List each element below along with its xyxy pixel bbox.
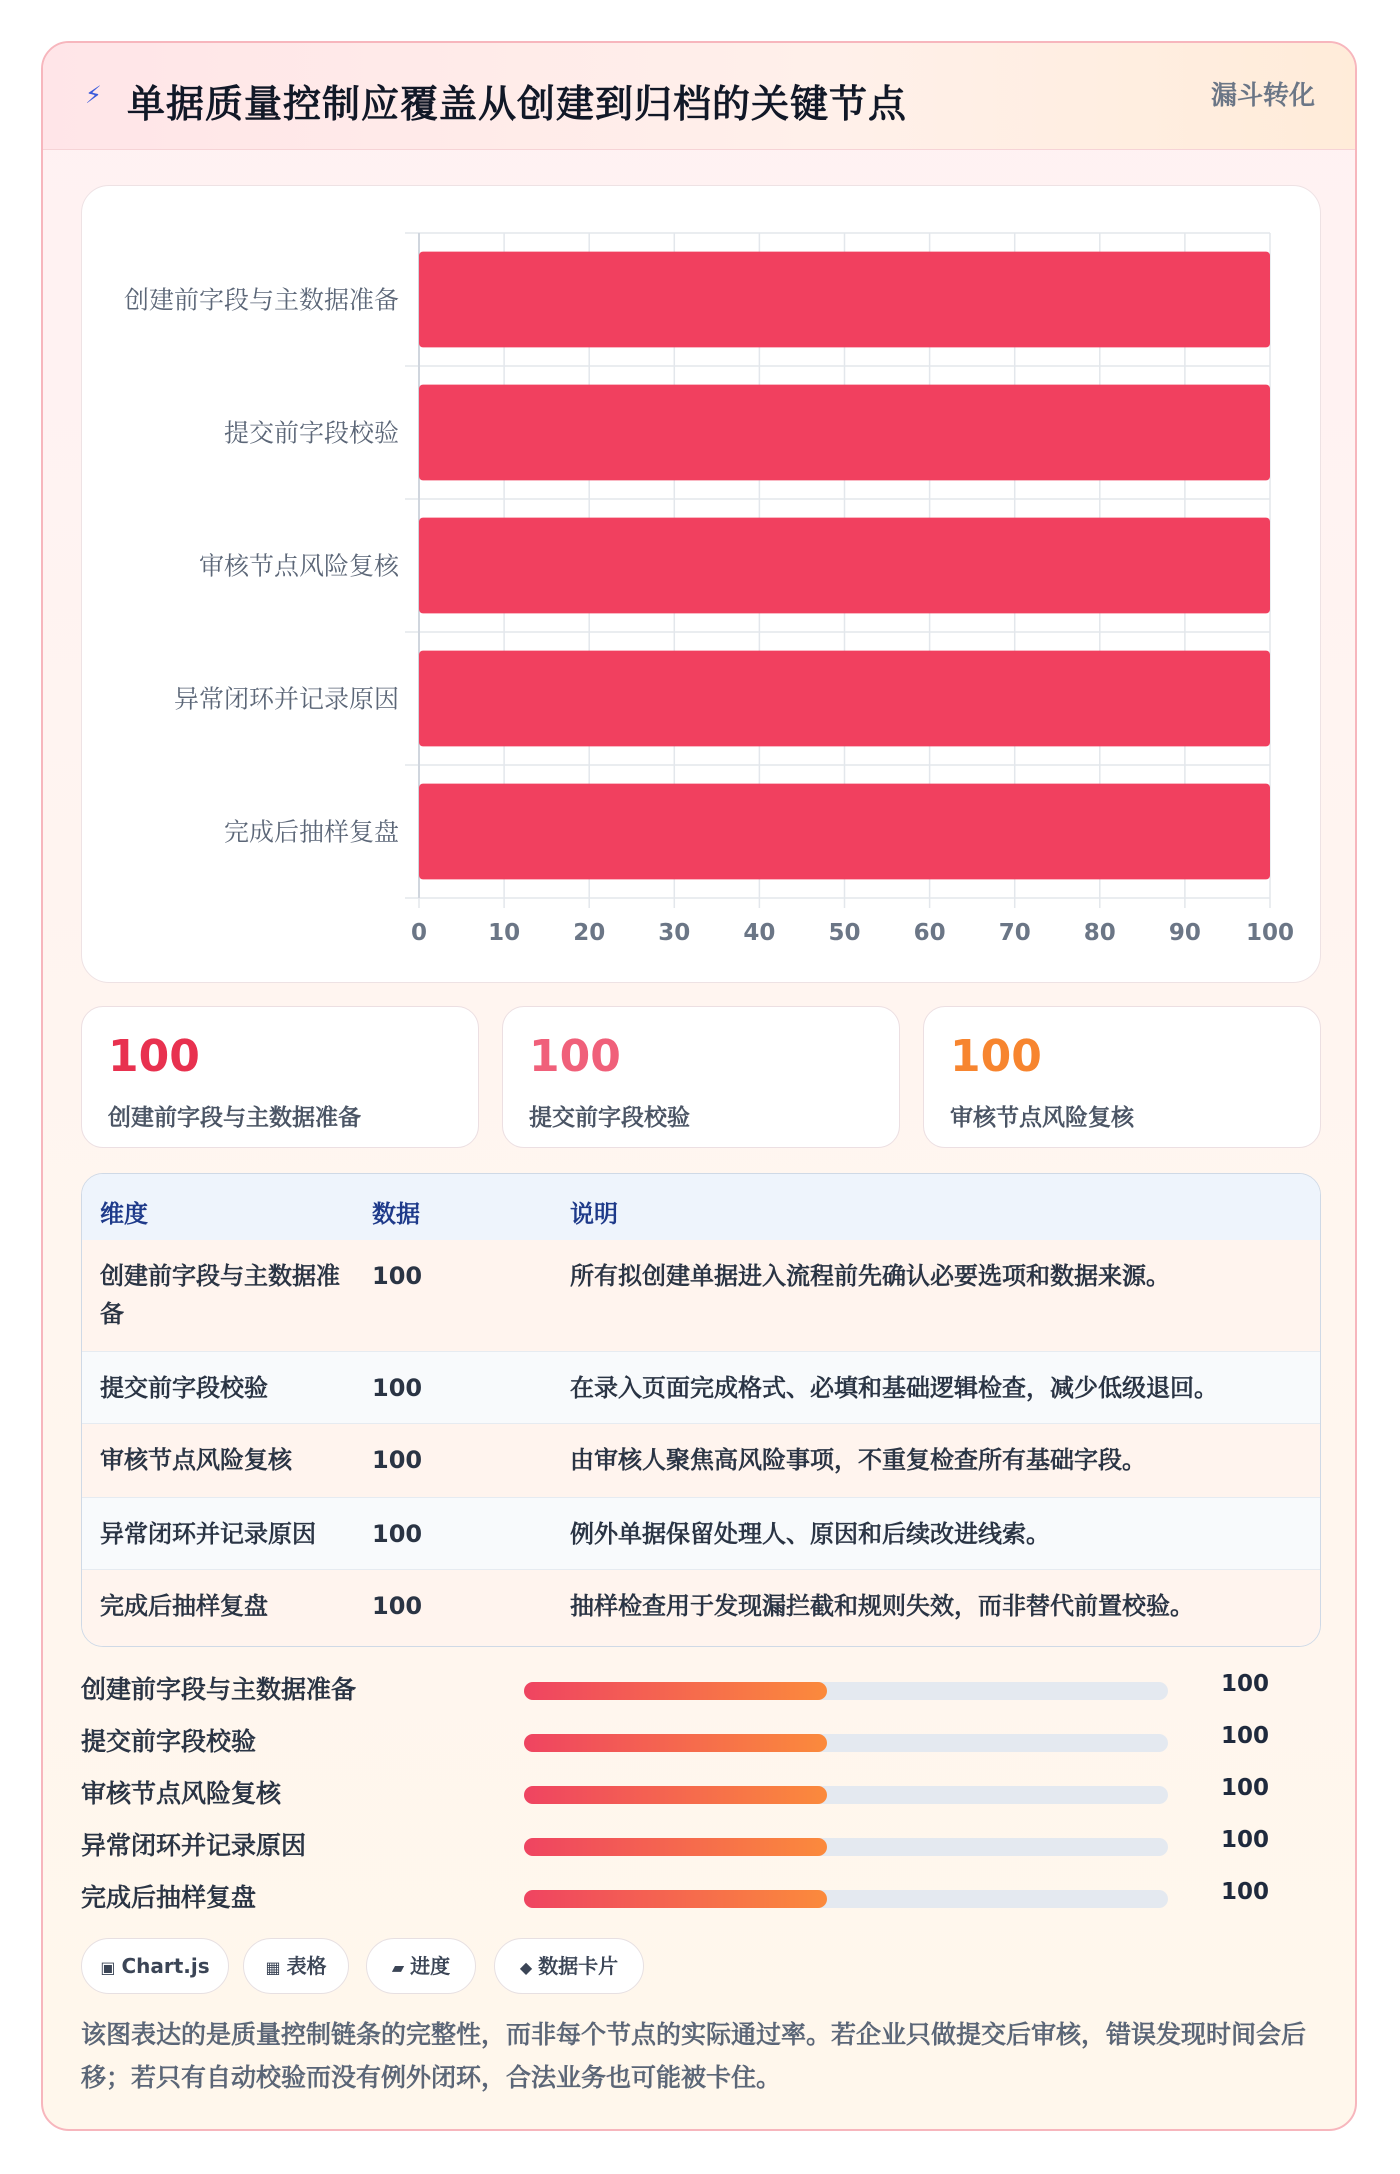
progress-label: 创建前字段与主数据准备 [81, 1675, 357, 1704]
chip-label: 进度 [410, 1954, 451, 1978]
card-header [43, 43, 1355, 150]
cell-data: 100 [372, 1446, 423, 1474]
cell-data: 100 [372, 1262, 423, 1290]
chip-label: 数据卡片 [538, 1954, 619, 1978]
bar [419, 385, 1270, 481]
bar [419, 518, 1270, 614]
y-tick-label: 审核节点风险复核 [198, 551, 399, 581]
kpi-value: 100 [108, 1031, 200, 1082]
progress-label: 完成后抽样复盘 [81, 1883, 257, 1912]
x-tick-label: 10 [488, 920, 521, 946]
progress-fill [524, 1786, 827, 1804]
progress-track [524, 1786, 1168, 1804]
cell-description: 例外单据保留处理人、原因和后续改进线索。 [570, 1520, 1050, 1548]
x-tick-label: 50 [828, 920, 861, 946]
kpi-label: 提交前字段校验 [529, 1105, 690, 1131]
progress-value: 100 [1221, 1827, 1270, 1853]
report-card [41, 41, 1357, 2131]
table-row [82, 1570, 1320, 1647]
progress-fill [524, 1838, 827, 1856]
chip-label: Chart.js [121, 1954, 210, 1978]
chip-chartjs[interactable] [81, 1938, 229, 1994]
progress-track [524, 1682, 1168, 1700]
kpi-card-2 [502, 1006, 900, 1148]
column-header-dimension: 维度 [100, 1200, 148, 1228]
chart-panel [81, 185, 1321, 983]
bolt-icon: ⚡ [85, 81, 102, 109]
kpi-card-3 [923, 1006, 1321, 1148]
kpi-value: 100 [950, 1031, 1042, 1082]
bar-chart [82, 186, 1322, 984]
x-tick-label: 0 [410, 920, 428, 946]
progress-row [81, 1772, 1321, 1812]
cell-description: 所有拟创建单据进入流程前先确认必要选项和数据来源。 [570, 1262, 1170, 1290]
progress-fill [524, 1682, 827, 1700]
page-title: 单据质量控制应覆盖从创建到归档的关键节点 [127, 82, 908, 126]
y-tick-label: 异常闭环并记录原因 [173, 684, 399, 714]
progress-value: 100 [1221, 1775, 1270, 1801]
cell-dimension: 审核节点风险复核 [100, 1446, 292, 1474]
progress-row [81, 1824, 1321, 1864]
chip-table[interactable] [243, 1938, 349, 1994]
chip-data-card[interactable] [494, 1938, 644, 1994]
table-header [82, 1174, 1320, 1241]
progress-label: 提交前字段校验 [81, 1727, 257, 1756]
x-tick-label: 30 [658, 920, 691, 946]
progress-label: 异常闭环并记录原因 [81, 1831, 307, 1860]
chip-progress[interactable] [366, 1938, 476, 1994]
cell-data: 100 [372, 1374, 423, 1402]
table-row [82, 1352, 1320, 1424]
cell-description: 由审核人聚焦高风险事项，不重复检查所有基础字段。 [570, 1446, 1146, 1474]
x-tick-label: 70 [998, 920, 1031, 946]
progress-label: 审核节点风险复核 [81, 1779, 282, 1808]
cell-dimension: 异常闭环并记录原因 [100, 1520, 316, 1548]
progress-value: 100 [1221, 1879, 1270, 1905]
y-tick-label: 完成后抽样复盘 [223, 817, 399, 847]
cell-description: 在录入页面完成格式、必填和基础逻辑检查，减少低级退回。 [570, 1374, 1218, 1402]
chart-type-tag: 漏斗转化 [1210, 81, 1315, 111]
table-row [82, 1498, 1320, 1570]
cell-dimension: 完成后抽样复盘 [100, 1592, 268, 1620]
column-header-data: 数据 [372, 1200, 420, 1228]
cell-description: 抽样检查用于发现漏拦截和规则失效，而非替代前置校验。 [570, 1592, 1194, 1620]
x-tick-label: 20 [573, 920, 606, 946]
progress-value: 100 [1221, 1671, 1270, 1697]
progress-icon: ▰ [391, 1958, 405, 1977]
cell-dimension: 创建前字段与主数据准备 [100, 1262, 340, 1328]
x-tick-label: 60 [913, 920, 946, 946]
progress-row [81, 1668, 1321, 1708]
bar [419, 651, 1270, 747]
x-tick-label: 40 [743, 920, 776, 946]
chip-label: 表格 [286, 1954, 327, 1978]
kpi-label: 审核节点风险复核 [950, 1105, 1134, 1131]
table-row [82, 1240, 1320, 1352]
x-tick-label: 80 [1083, 920, 1116, 946]
data-table [81, 1173, 1321, 1647]
bar [419, 784, 1270, 880]
table-row [82, 1424, 1320, 1498]
progress-track [524, 1890, 1168, 1908]
progress-track [524, 1838, 1168, 1856]
progress-row [81, 1876, 1321, 1916]
progress-row [81, 1720, 1321, 1760]
y-tick-label: 提交前字段校验 [223, 418, 399, 448]
progress-value: 100 [1221, 1723, 1270, 1749]
chart-icon: ▣ [100, 1958, 116, 1977]
cell-data: 100 [372, 1520, 423, 1548]
progress-fill [524, 1890, 827, 1908]
progress-fill [524, 1734, 827, 1752]
x-tick-label: 90 [1168, 920, 1201, 946]
y-tick-label: 创建前字段与主数据准备 [123, 285, 399, 315]
cell-data: 100 [372, 1592, 423, 1620]
kpi-label: 创建前字段与主数据准备 [108, 1105, 361, 1131]
kpi-card-1 [81, 1006, 479, 1148]
column-header-description: 说明 [570, 1200, 618, 1228]
footer-note: 该图表达的是质量控制链条的完整性，而非每个节点的实际通过率。若企业只做提交后审核，错误发现时间会后移；若只有自动校验而没有例外闭环，合法业务也可能被卡住。 [81, 2020, 1307, 2092]
card-icon: ◆ [519, 1958, 533, 1977]
cell-dimension: 提交前字段校验 [100, 1374, 268, 1402]
kpi-value: 100 [529, 1031, 621, 1082]
x-tick-label: 100 [1245, 920, 1295, 946]
table-icon: ▦ [265, 1958, 281, 1977]
progress-track [524, 1734, 1168, 1752]
bar [419, 252, 1270, 348]
